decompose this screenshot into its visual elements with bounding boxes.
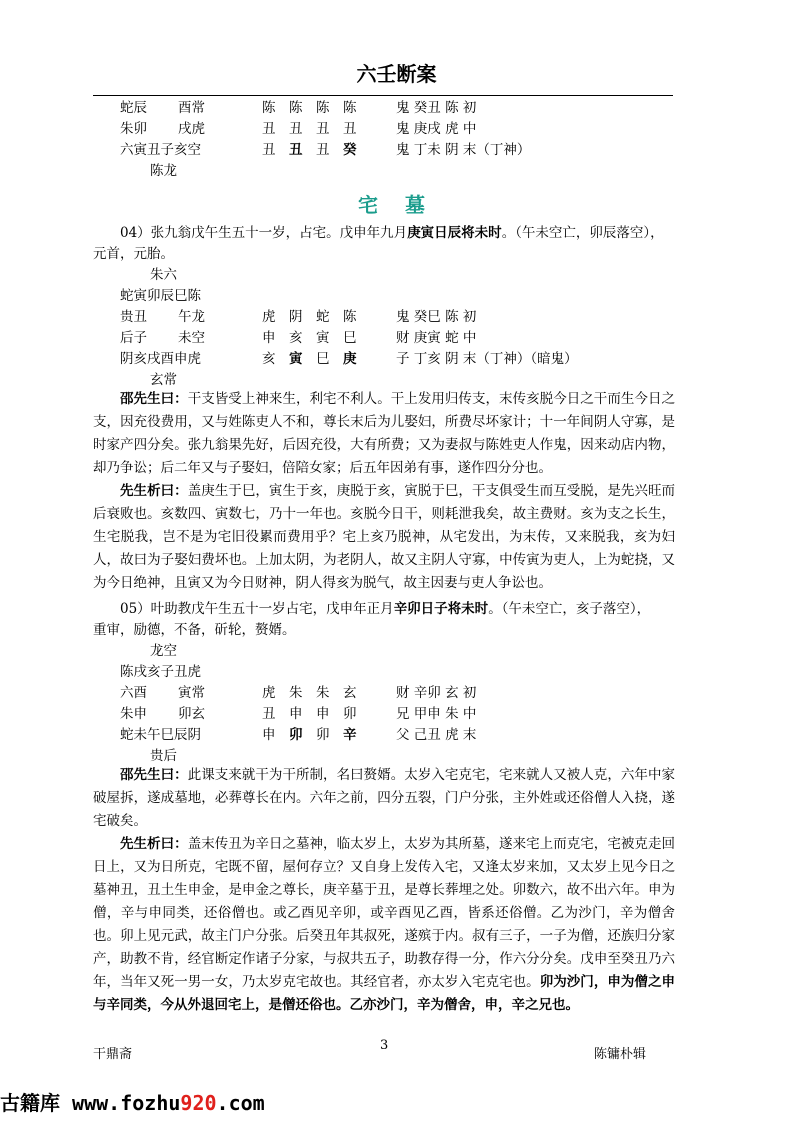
chart-cell: 兄 甲申 朱 中 (396, 706, 477, 722)
chart-cell: 陈龙 (150, 163, 177, 179)
chart-cell: 鬼 庚戌 虎 中 (396, 121, 477, 137)
chart-cell: 朱申 (120, 706, 147, 722)
chart-cell: 巳 (316, 351, 330, 367)
footer-right: 陈镛朴辑 (594, 1047, 647, 1062)
page-number: 3 (380, 1038, 389, 1053)
chart-cell: 申 亥 寅 巳 (262, 330, 357, 346)
chart-cell: 龙空 (150, 643, 177, 659)
header-rule (93, 95, 673, 96)
chart-cell: 朱卯 (120, 121, 147, 137)
footer-left: 干鼎斋 (93, 1047, 133, 1062)
chart-cell: 午龙 (178, 309, 205, 325)
chart-cell: 寅 (289, 351, 303, 367)
chart-cell: 卯 (289, 727, 303, 743)
chart-cell: 鬼 癸丑 陈 初 (396, 100, 477, 116)
chart-cell: 丑 (262, 142, 276, 158)
section-title: 宅 墓 (358, 193, 435, 217)
chart-cell: 卯 (316, 727, 330, 743)
case-intro-2: 元首，元胎。 (93, 246, 174, 262)
commentary-xian: 先生析曰：盖末传丑为辛日之墓神，临太岁上，太岁为其所墓，遂来宅上而克宅，宅被克走回日上，又为日所克，宅既不留，屋何存立？又自身上发传入宅，又逢太岁来加，又太岁上见今日之墓神丑，丑土生申金，是申金之尊长，庚辛墓于丑，是尊长葬埋之处。卯数六，故不出六年。申为僧，辛与申同类，还俗僧也。或乙酉见辛卯，或辛酉见乙酉，皆系还俗僧。乙为沙门，辛为僧舍也。卯上见元武，故主门户分张。后癸丑年其叔死，遂殡于内。叔有三子，一子为僧，还族归分家产，助教不肯，经官断定作诸子分家，与叔共五子，助教存得一分，作六分分矣。戊申至癸丑乃六年，当年又死一男一女，乃太岁克宅故也。其经官者，亦太岁入宅克宅也。卯为沙门，申为僧之申与辛同类，今从外退回宅上，是僧还俗也。乙亦沙门，辛为僧舍，申，辛之兄也。 (93, 836, 676, 1013)
chart-cell: 卯玄 (178, 706, 205, 722)
chart-cell: 子 丁亥 阴 末（丁神）（暗鬼） (396, 351, 578, 367)
chart-cell: 阴亥戌酉申虎 (120, 351, 201, 367)
chart-cell: 申 (262, 727, 276, 743)
commentary-shao: 邵先生曰：此课支来就干为干所制，名曰赘婿。太岁入宅克宅，宅来就人又被人克，六年中家破屋拆，遂成墓地，必葬尊长在内。六年之前，四分五裂，门户分张，主外姓或还俗僧人入挠，遂宅破矣。 (93, 767, 675, 829)
chart-cell: 丑 (316, 142, 330, 158)
chart-cell: 酉常 (178, 100, 205, 116)
chart-cell: 陈 陈 陈 陈 (262, 100, 357, 116)
case-intro-2: 重审，励德，不备，斫轮，赘婿。 (93, 622, 296, 638)
chart-cell: 鬼 丁未 阴 末（丁神） (396, 142, 531, 158)
chart-cell: 鬼 癸巳 陈 初 (396, 309, 477, 325)
chart-cell: 戌虎 (178, 121, 205, 137)
commentary-xian: 先生析曰：盖庚生于巳，寅生于亥，庚脱于亥，寅脱于巳，干支俱受生而互受脱，是先兴旺而后衰败也。亥数四、寅数七，乃十一年也。亥脱今日干，则耗泄我矣，故主费财。亥为支之长生，生宅脱我，岂不是为宅旧役累而费用乎？宅上亥乃脱神，从宅发出，为末传，又来脱我，亥为妇人，故曰为子娶妇费坏也。上加太阴，为老阴人，故又主阴人守寡，中传寅为吏人，上为蛇挠，又为今日绝神，且寅又为今日财神，阴人得亥为脱气，故主因妻与吏人争讼也。 (93, 483, 675, 591)
chart-cell: 蛇寅卯辰巳陈 (120, 288, 201, 304)
chart-cell: 玄常 (150, 372, 177, 388)
chart-cell: 六酉 (120, 685, 147, 701)
chart-cell: 蛇辰 (120, 100, 147, 116)
chart-cell: 贵丑 (120, 309, 147, 325)
chart-cell: 财 庚寅 蛇 中 (396, 330, 477, 346)
chart-cell: 辛 (343, 727, 357, 743)
chart-cell: 财 辛卯 玄 初 (396, 685, 477, 701)
chart-cell: 蛇未午巳辰阴 (120, 727, 201, 743)
chart-cell: 虎 朱 朱 玄 (262, 685, 357, 701)
chart-cell: 陈戌亥子丑虎 (120, 664, 201, 680)
chart-cell: 后子 (120, 330, 147, 346)
chart-cell: 癸 (343, 142, 357, 158)
chart-cell: 父 己丑 虎 末 (396, 727, 477, 743)
chart-cell: 六寅丑子亥空 (120, 142, 201, 158)
chart-cell: 寅常 (178, 685, 205, 701)
chart-cell: 虎 阴 蛇 陈 (262, 309, 357, 325)
page-title: 六壬断案 (356, 62, 437, 86)
chart-cell: 丑 (289, 142, 303, 158)
chart-cell: 丑 申 申 卯 (262, 706, 357, 722)
case-intro: 04）张九翁戊午生五十一岁，占宅。戊申年九月庚寅日辰将未时。（午未空亡，卯辰落空）， (120, 225, 664, 241)
chart-cell: 朱六 (150, 267, 177, 283)
chart-cell: 未空 (178, 330, 205, 346)
commentary-shao: 邵先生曰：干支皆受上神来生，利宅不利人。干上发用归传支，末传亥脱今日之干而生今日之支，因充役费用，又与姓陈吏人不和，尊长末后为儿娶妇，所费尽坏家计；十一年间阴人守寡，是时家产四分矣。张九翁果先好，后因充役，大有所费；又为妻叔与陈姓吏人作鬼，因来动店内物，却乃争讼；后二年又与子娶妇，倍陪女家；后五年因弟有事，遂作四分分也。 (93, 391, 675, 476)
case-intro: 05）叶助教戊午生五十一岁占宅，戊申年正月辛卯日子将未时。（午未空亡，亥子落空）， (120, 601, 651, 617)
chart-cell: 贵后 (150, 748, 177, 764)
chart-cell: 亥 (262, 351, 276, 367)
chart-cell: 庚 (343, 351, 357, 367)
watermark: 古籍库 www.fozhu920.com (0, 1091, 265, 1115)
chart-cell: 丑 丑 丑 丑 (262, 121, 357, 137)
